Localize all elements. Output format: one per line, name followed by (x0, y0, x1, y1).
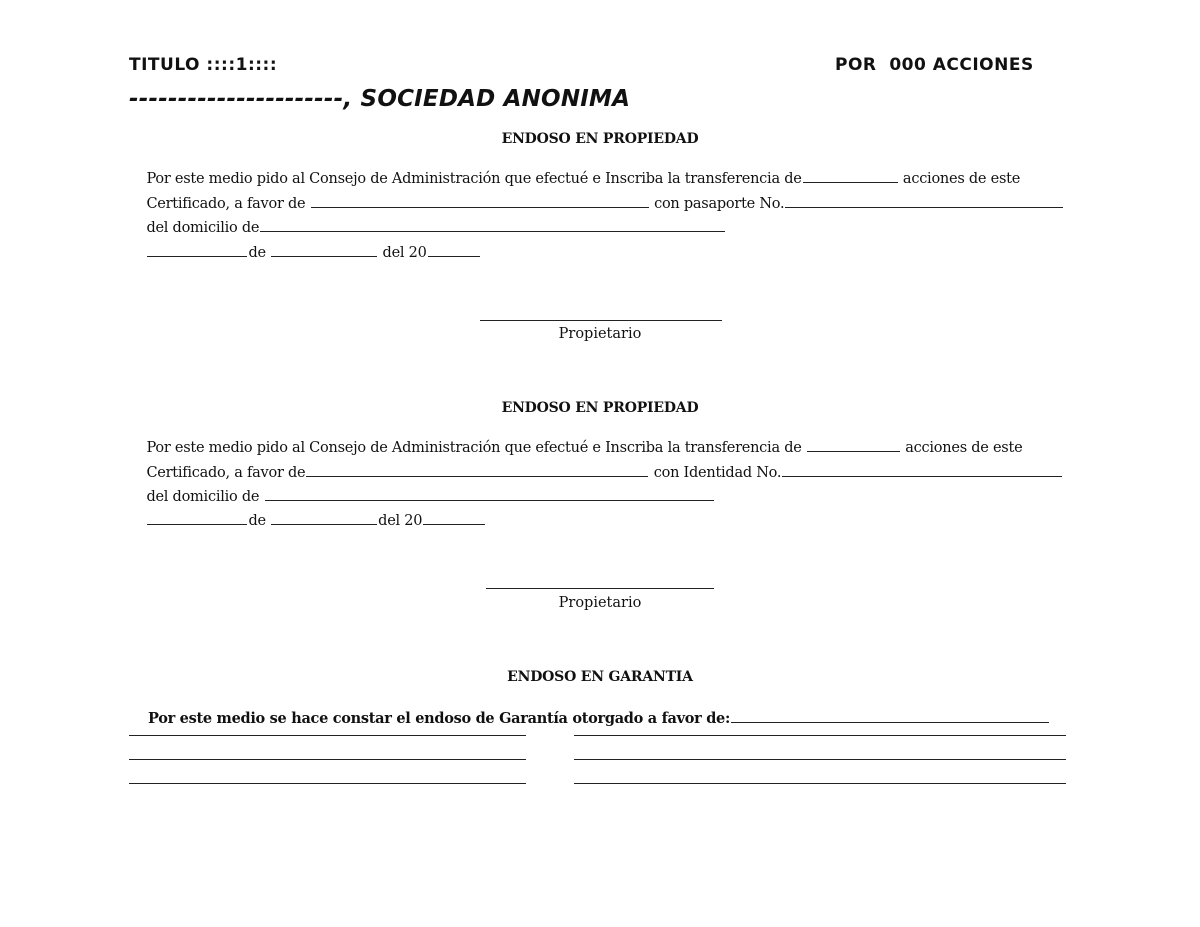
endoso2-identidad-blank[interactable] (782, 475, 1062, 477)
endoso2-line1-text-a: Por este medio pido al Consejo de Administración que efectué e Inscriba la transferencia de (146, 440, 802, 456)
endoso1-line2-text-b: con pasaporte No. (654, 196, 785, 212)
endoso2-day-blank[interactable] (147, 523, 247, 525)
endoso2-signature-label: Propietario (558, 595, 642, 611)
endoso2-line4 (129, 497, 486, 545)
garantia-blank-right-1[interactable] (574, 735, 1066, 736)
company-name: ----------------------, SOCIEDAD ANONIMA (129, 86, 631, 112)
endoso-propiedad-1-title: ENDOSO EN PROPIEDAD (501, 131, 699, 147)
endoso2-line4-text-b: del 20 (378, 513, 423, 529)
garantia-blank-right-3[interactable] (574, 783, 1066, 784)
endoso-garantia-title: ENDOSO EN GARANTIA (507, 669, 693, 685)
endoso1-line4-text-a: de (248, 245, 266, 261)
endoso1-line2-text-a: Certificado, a favor de (146, 196, 306, 212)
endoso1-line1-text-a: Por este medio pido al Consejo de Administración que efectué e Inscriba la transferencia de (146, 171, 802, 187)
endoso1-signature-label: Propietario (558, 326, 642, 342)
endoso1-year-blank[interactable] (428, 255, 480, 257)
endoso2-signature-line[interactable] (486, 588, 714, 589)
titulo-label: TITULO ::::1:::: (129, 55, 278, 75)
endoso2-line1-text-b: acciones de este (905, 440, 1023, 456)
endoso1-line4 (129, 229, 481, 277)
endoso-propiedad-2-title: ENDOSO EN PROPIEDAD (501, 400, 699, 416)
endoso2-line2-text-a: Certificado, a favor de (146, 465, 306, 481)
garantia-blank-right-2[interactable] (574, 759, 1066, 760)
garantia-blank-left-1[interactable] (129, 735, 526, 736)
garantia-blank-left-3[interactable] (129, 783, 526, 784)
endoso1-line4-text-b: del 20 (382, 245, 427, 261)
garantia-line1 (129, 693, 1050, 744)
garantia-line1-text: Por este medio se hace constar el endoso de Garantía otorgado a favor de: (148, 710, 731, 727)
endoso2-line2-text-b: con Identidad No. (653, 465, 782, 481)
garantia-blank-left-2[interactable] (129, 759, 526, 760)
endoso2-month-blank[interactable] (271, 523, 377, 525)
endoso2-year-blank[interactable] (423, 523, 485, 525)
endoso2-line3-text-a: del domicilio de (146, 489, 260, 505)
endoso1-pasaporte-blank[interactable] (785, 206, 1063, 208)
endoso1-line3-text-a: del domicilio de (146, 220, 260, 236)
garantia-favor-blank[interactable] (731, 721, 1049, 723)
endoso1-signature-line[interactable] (480, 320, 722, 321)
endoso1-line1-text-b: acciones de este (902, 171, 1021, 187)
acciones-label: POR 000 ACCIONES (835, 55, 1034, 75)
endoso1-day-blank[interactable] (147, 255, 247, 257)
endoso1-month-blank[interactable] (271, 255, 377, 257)
endoso2-line4-text-a: de (248, 513, 266, 529)
